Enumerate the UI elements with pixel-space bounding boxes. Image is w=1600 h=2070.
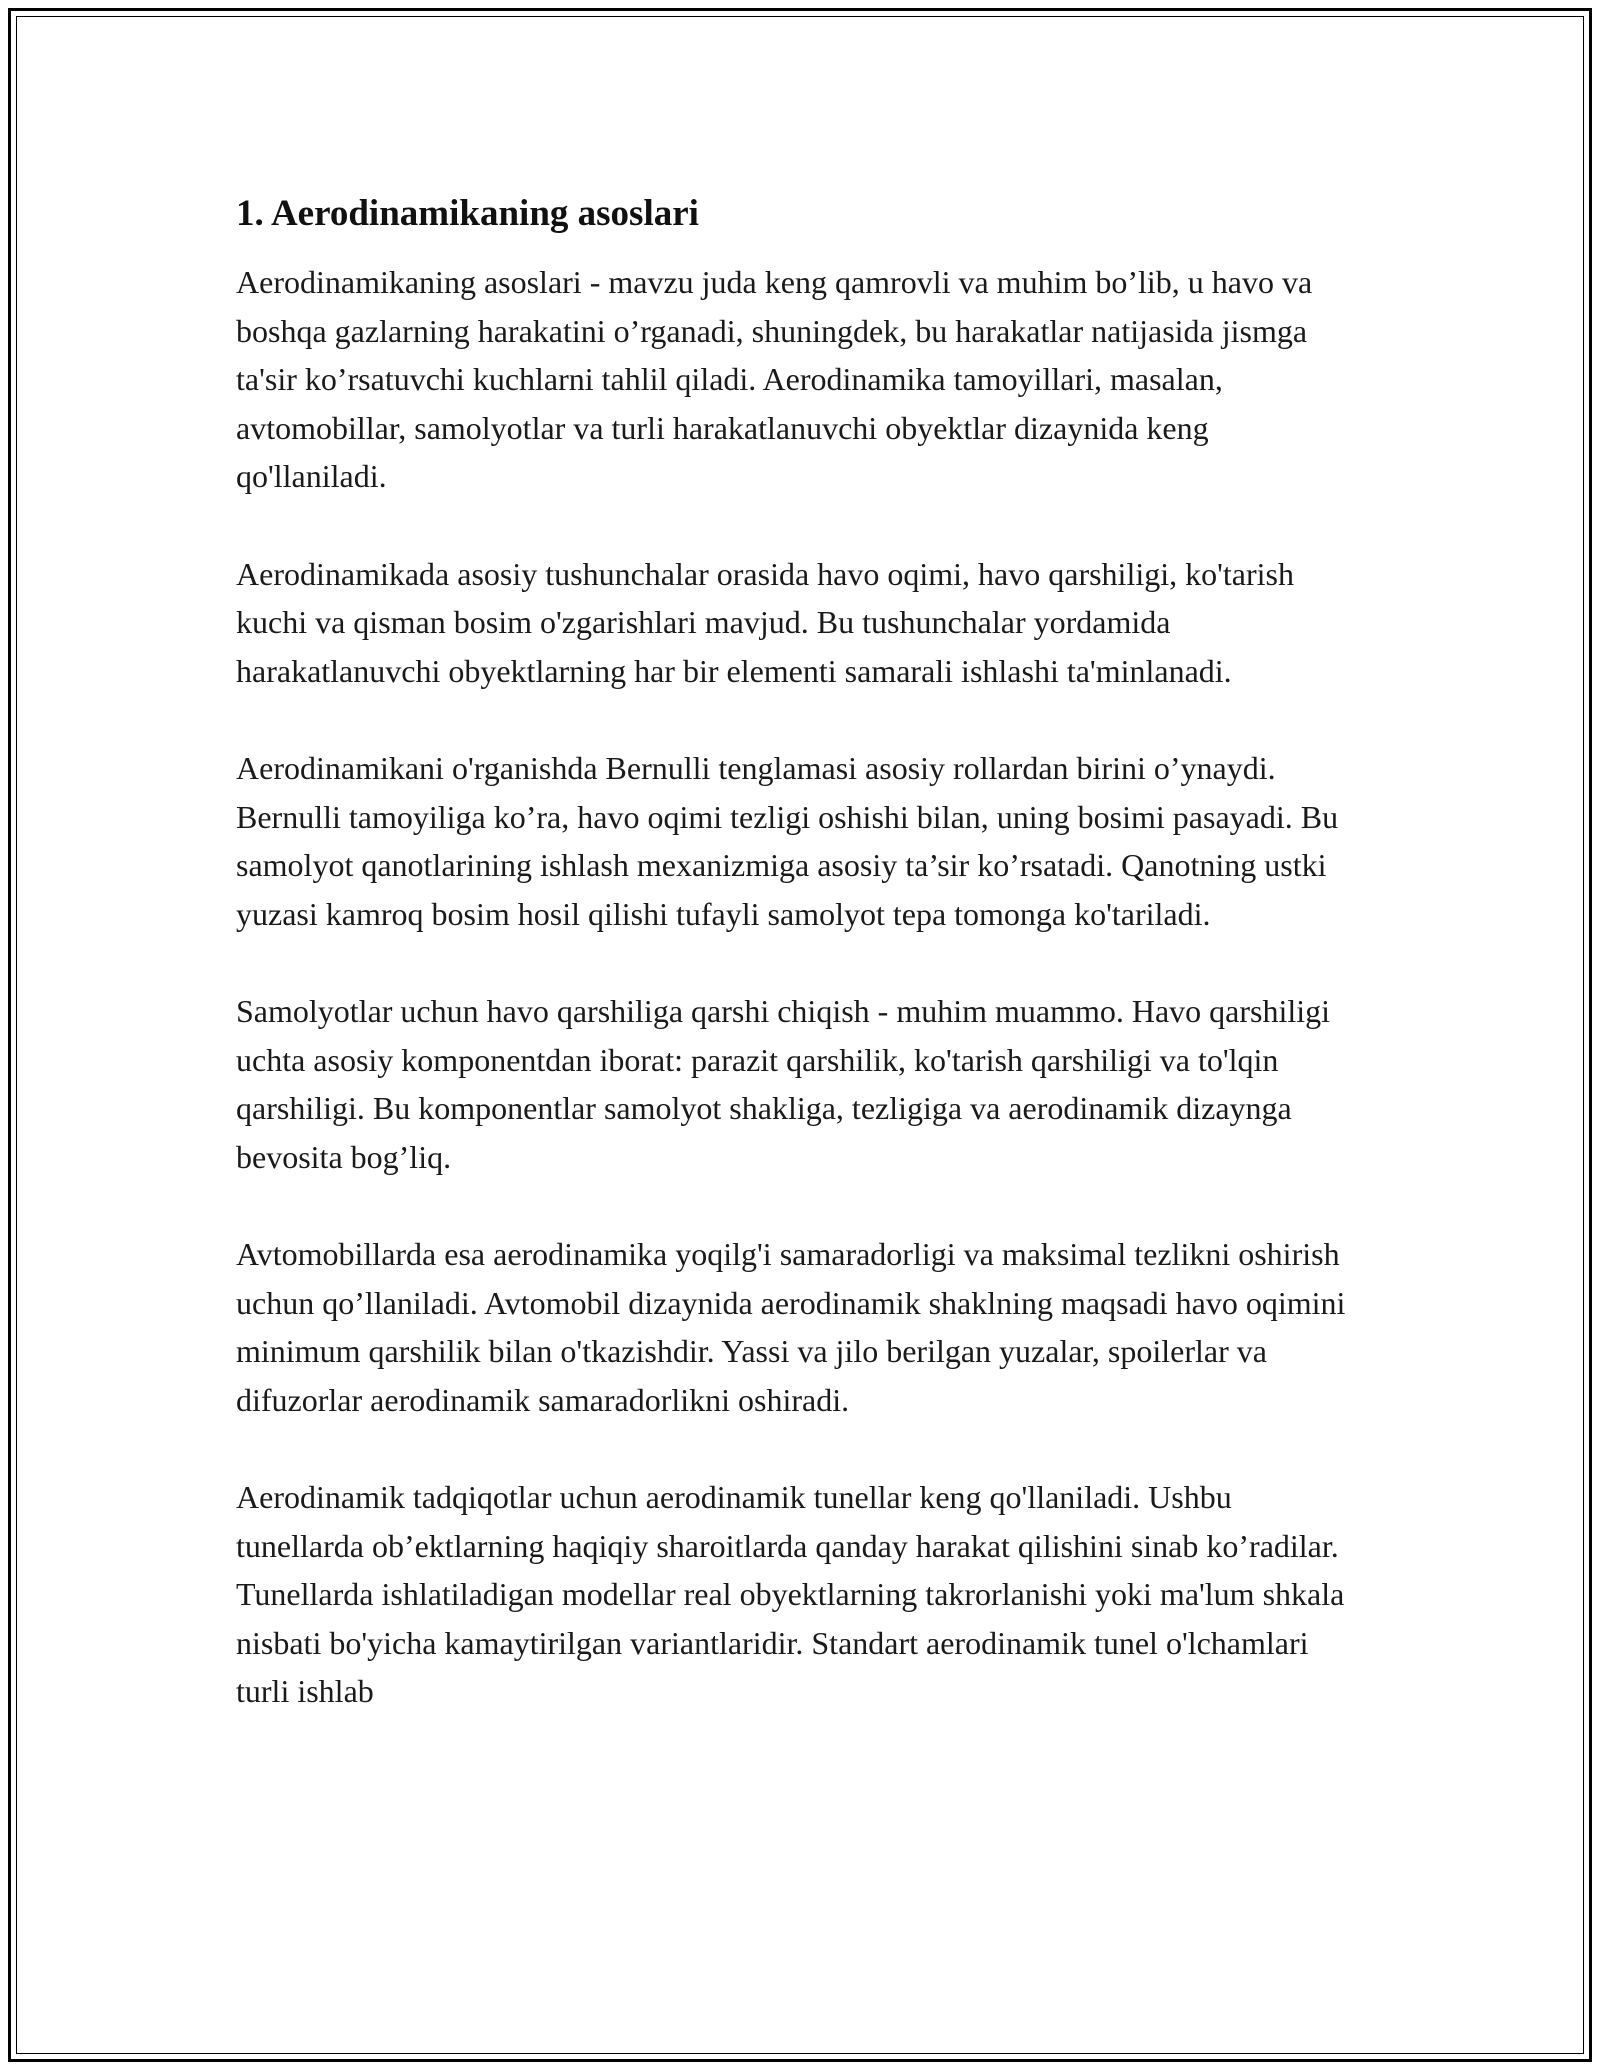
paragraph-4: Samolyotlar uchun havo qarshiliga qarshi chiqish - muhim muammo. Havo qarshiligi uchta asosiy komponentdan iborat: parazit qarshilik, ko'tarish qarshiligi va to'lqin qarshiligi. Bu komponentlar samolyot shakliga, tezligiga va aerodinamik dizaynga bevosita bog’liq. (236, 993, 1331, 1175)
document-body (236, 188, 1366, 1765)
paragraph-2: Aerodinamikada asosiy tushunchalar orasida havo oqimi, havo qarshiligi, ko'tarish kuchi va qisman bosim o'zgarishlari mavjud. Bu tushunchalar yordamida harakatlanuvchi obyektlarning har bir elementi samarali ishlashi ta'minlanadi. (236, 555, 1294, 689)
paragraph-1: Aerodinamikaning asoslari - mavzu juda keng qamrovli va muhim bo’lib, u havo va boshqa gazlarning harakatini o’rganadi, shuningdek, bu harakatlar natijasida jismga ta'sir ko’rsatuvchi kuchlarni tahlil qiladi. Aerodinamika tamoyillari, masalan, avtomobillar, samolyotlar va turli harakatlanuvchi obyektlar dizaynida keng qo'llaniladi. (236, 264, 1313, 494)
paragraph-5: Avtomobillarda esa aerodinamika yoqilg'i samaradorligi va maksimal tezlikni oshirish uchun qo’llaniladi. Avtomobil dizaynida aerodinamik shaklning maqsadi havo oqimini minimum qarshilik bilan o'tkazishdir. Yassi va jilo berilgan yuzalar, spoilerlar va difuzorlar aerodinamik samaradorlikni oshiradi. (236, 1236, 1346, 1418)
paragraph-3: Aerodinamikani o'rganishda Bernulli tenglamasi asosiy rollardan birini o’ynaydi. Bernulli tamoyiliga ko’ra, havo oqimi tezligi oshishi bilan, uning bosimi pasayadi. Bu samolyot qanotlarining ishlash mexanizmiga asosiy ta’sir ko’rsatadi. Qanotning ustki yuzasi kamroq bosim hosil qilishi tufayli samolyot tepa tomonga ko'tariladi. (236, 750, 1339, 932)
paragraph-6: Aerodinamik tadqiqotlar uchun aerodinamik tunellar keng qo'llaniladi. Ushbu tunellarda ob’ektlarning haqiqiy sharoitlarda qanday harakat qilishini sinab ko’radilar. Tunellarda ishlatiladigan modellar real obyektlarning takrorlanishi yoki ma'lum shkala nisbati bo'yicha kamaytirilgan variantlaridir. Standart aerodinamik tunel o'lchamlari turli ishlab (236, 1479, 1345, 1709)
section-heading: 1. Aerodinamikaning asoslari (236, 193, 699, 234)
